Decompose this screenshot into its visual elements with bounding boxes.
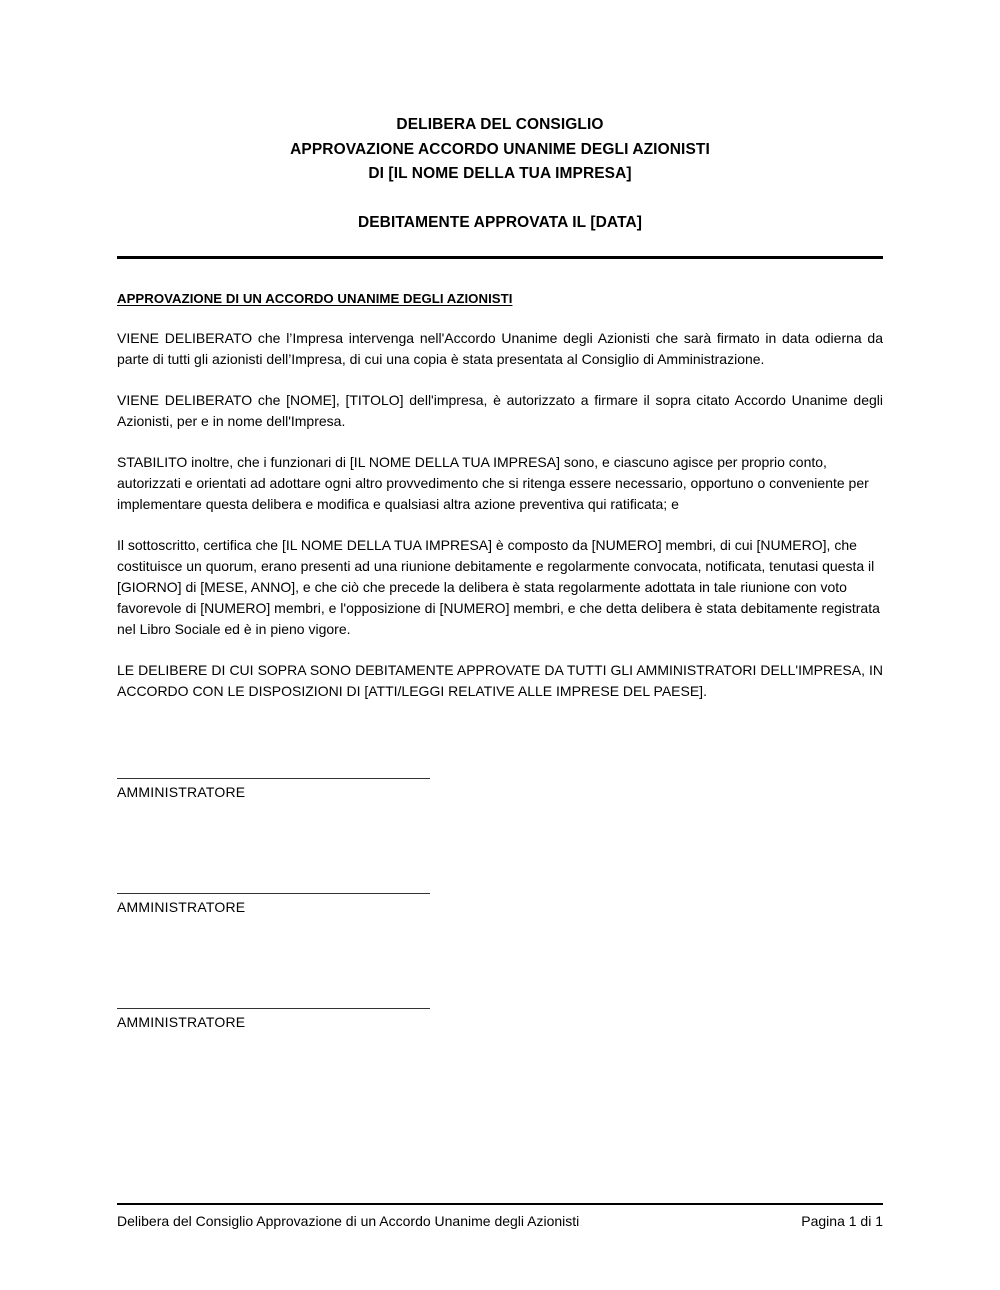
signature-label: AMMINISTRATORE — [117, 899, 246, 915]
document-header — [117, 0, 883, 235]
body-paragraph-3: STABILITO inoltre, che i funzionari di [IL NOME DELLA TUA IMPRESA] sono, e ciascuno agisce per proprio conto, autorizzati e orientati ad adottare ogni altro provvedimento che si ritenga essere necessario, opportuno o conveniente per implementare questa delibera e modifica e qualsiasi altra azione preventiva qui ratificata; e — [117, 454, 869, 512]
document-body — [117, 290, 883, 702]
header-divider — [117, 256, 883, 259]
footer-divider — [117, 1203, 883, 1205]
body-paragraph-1: VIENE DELIBERATO che l’Impresa intervenga nell'Accordo Unanime degli Azionisti che sarà firmato in data odierna da parte di tutti gli azionisti dell’Impresa, di cui una copia è stata presentata al Consiglio di Amministrazione. — [117, 330, 883, 367]
body-paragraph-5: LE DELIBERE DI CUI SOPRA SONO DEBITAMENTE APPROVATE DA TUTTI GLI AMMINISTRATORI DELL'IMPRESA, IN ACCORDO CON LE DISPOSIZIONI DI [ATTI/LEGGI RELATIVE ALLE IMPRESE DEL PAESE]. — [117, 662, 883, 699]
signature-label: AMMINISTRATORE — [117, 1014, 246, 1030]
signature-section — [117, 778, 883, 1032]
footer-page-number: Pagina 1 di 1 — [801, 1213, 883, 1229]
document-title-line-3: DI [IL NOME DELLA TUA IMPRESA] — [368, 165, 632, 182]
footer-row — [117, 1211, 883, 1231]
signature-line — [117, 1008, 430, 1009]
signature-label: AMMINISTRATORE — [117, 784, 246, 800]
document-content — [117, 0, 883, 1032]
body-paragraph-4: Il sottoscritto, certifica che [IL NOME DELLA TUA IMPRESA] è composto da [NUMERO] membri, di cui [NUMERO], che costituisce un quorum, erano presenti ad una riunione debitamente e regolarmente convocata, notificata, tenutasi questa il [GIORNO] di [MESE, ANNO], e che ciò che precede la delibera è stata regolarmente adottata in tale riunione con voto favorevole di [NUMERO] membri, e l'opposizione di [NUMERO] membri, e che detta delibera è stata debitamente registrata nel Libro Sociale ed è in pieno vigore. — [117, 537, 880, 637]
document-title-line-1: DELIBERA DEL CONSIGLIO — [396, 116, 604, 133]
signature-block — [117, 893, 883, 917]
section-heading: APPROVAZIONE DI UN ACCORDO UNANIME DEGLI AZIONISTI — [117, 291, 513, 306]
footer-title: Delibera del Consiglio Approvazione di un Accordo Unanime degli Azionisti — [117, 1213, 580, 1229]
document-title-line-2: APPROVAZIONE ACCORDO UNANIME DEGLI AZIONISTI — [290, 140, 710, 158]
signature-line — [117, 893, 430, 894]
signature-block — [117, 1008, 883, 1032]
document-footer — [117, 1203, 883, 1231]
document-subtitle: DEBITAMENTE APPROVATA IL [DATA] — [357, 213, 643, 231]
signature-line — [117, 778, 430, 779]
body-paragraph-2: VIENE DELIBERATO che [NOME], [TITOLO] dell'impresa, è autorizzato a firmare il sopra citato Accordo Unanime degli Azionisti, per e in nome dell'Impresa. — [117, 392, 883, 429]
signature-block — [117, 778, 883, 802]
